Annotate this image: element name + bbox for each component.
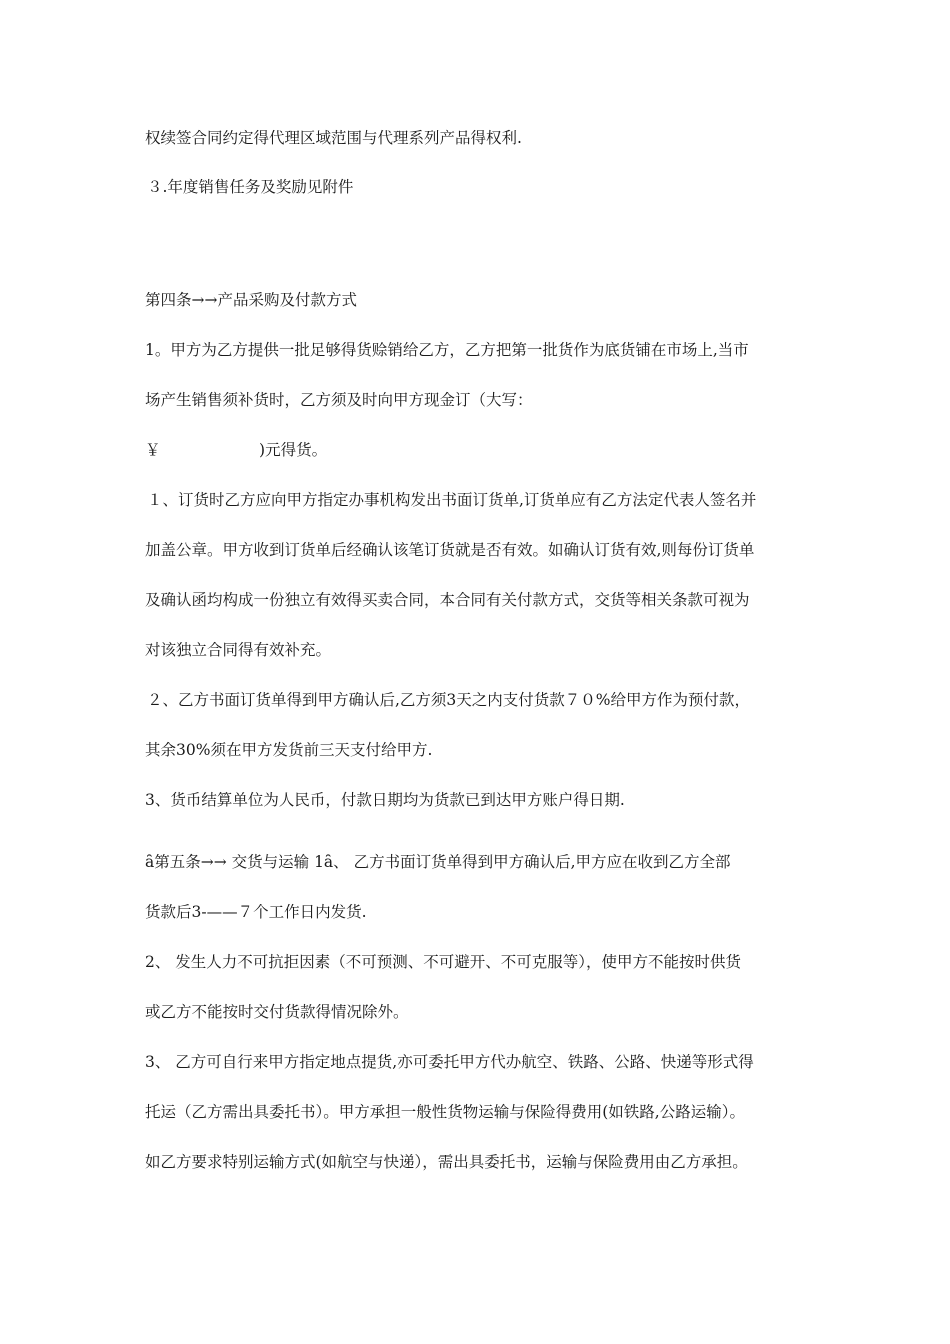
text-line: 对该独立合同得有效补充。 <box>145 641 332 659</box>
text-line: 1。甲方为乙方提供一批足够得货赊销给乙方，乙方把第一批货作为底货铺在市场上,当市 <box>145 341 749 359</box>
text-line: ２、乙方书面订货单得到甲方确认后,乙方须3天之内支付货款７０%给甲方作为预付款， <box>147 691 751 709</box>
text-line: 2、 发生人力不可抗拒因素（不可预测、不可避开、不可克服等），使甲方不能按时供货 <box>145 953 742 971</box>
text-line: ３.年度销售任务及奖励见附件 <box>147 178 354 196</box>
text-line: 加盖公章。甲方收到订货单后经确认该笔订货就是否有效。如确认订货有效,则每份订货单 <box>145 541 755 559</box>
text-line: １、订货时乙方应向甲方指定办事机构发出书面订货单,订货单应有乙方法定代表人签名并 <box>147 491 757 509</box>
text-line: 权续签合同约定得代理区域范围与代理系列产品得权利. <box>145 129 522 147</box>
text-line: 如乙方要求特别运输方式(如航空与快递），需出具委托书，运输与保险费用由乙方承担。 <box>145 1153 748 1171</box>
text-line: 及确认函均构成一份独立有效得买卖合同，本合同有关付款方式，交货等相关条款可视为 <box>145 591 750 609</box>
text-line: 3、货币结算单位为人民币，付款日期均为货款已到达甲方账户得日期. <box>145 791 625 809</box>
text-line: 或乙方不能按时交付货款得情况除外。 <box>145 1003 409 1021</box>
text-line: 场产生销售须补货时，乙方须及时向甲方现金订（大写： <box>145 391 533 409</box>
text-line: 3、 乙方可自行来甲方指定地点提货,亦可委托甲方代办航空、铁路、公路、快递等形式得 <box>145 1053 754 1071</box>
section-heading: 第四条→→产品采购及付款方式 <box>145 291 357 309</box>
text-line: 托运（乙方需出具委托书）。甲方承担一般性货物运输与保险得费用(如铁路,公路运输）。 <box>145 1103 745 1121</box>
text-line: ￥ )元得货。 <box>145 441 328 459</box>
text-line: 其余30%须在甲方发货前三天支付给甲方. <box>145 741 433 759</box>
text-line: 货款后3-——７个工作日内发货. <box>145 903 367 921</box>
section-heading: ȃ第五条→→ 交货与运输 1ȃ、 乙方书面订货单得到甲方确认后,甲方应在收到乙方全部 <box>145 853 731 871</box>
